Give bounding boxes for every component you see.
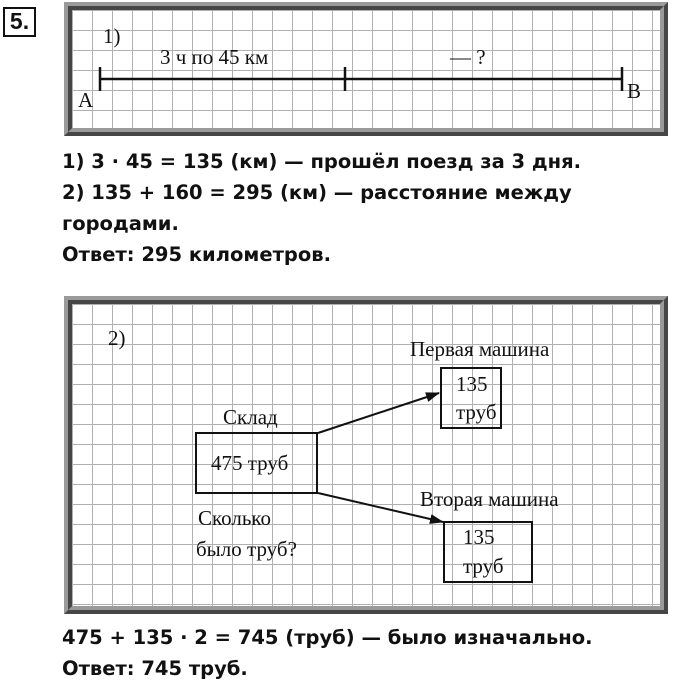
solution1-line-2: 2) 135 + 160 = 295 (км) — расстояние между bbox=[62, 181, 572, 204]
truck1-value-unit: труб bbox=[456, 400, 497, 424]
unknown-label: — ? bbox=[450, 45, 486, 69]
question-line-1: Сколько bbox=[198, 506, 272, 530]
segment-label: 3 ч по 45 км bbox=[160, 45, 269, 69]
solution2-answer: Ответ: 745 труб. bbox=[62, 657, 248, 680]
point-b: B bbox=[627, 79, 642, 103]
arrow-to-truck1 bbox=[318, 393, 439, 433]
truck1-title: Первая машина bbox=[410, 337, 550, 361]
solution1-line-3: городами. bbox=[62, 212, 179, 235]
truck1-value-number: 135 bbox=[456, 372, 488, 396]
question-line-2: было труб? bbox=[196, 537, 297, 561]
truck2-box bbox=[443, 521, 533, 583]
solution1-line-1: 1) 3 · 45 = 135 (км) — прошёл поезд за 3 дня. bbox=[62, 150, 582, 173]
truck2-value-unit: труб bbox=[463, 554, 504, 578]
point-a: A bbox=[78, 88, 94, 112]
warehouse-box bbox=[195, 432, 318, 494]
task-number: 5. bbox=[3, 7, 36, 37]
truck1-box bbox=[440, 367, 502, 429]
warehouse-value: 475 труб bbox=[211, 451, 289, 475]
warehouse-title: Склад bbox=[223, 405, 278, 429]
solution2-line-1: 475 + 135 · 2 = 745 (труб) — было изначально. bbox=[62, 626, 593, 649]
truck2-title: Вторая машина bbox=[420, 487, 559, 511]
truck2-value-number: 135 bbox=[463, 525, 495, 549]
diagram2-label: 2) bbox=[108, 326, 126, 350]
solution1-answer: Ответ: 295 километров. bbox=[62, 243, 331, 266]
diagram1-label: 1) bbox=[103, 24, 121, 48]
